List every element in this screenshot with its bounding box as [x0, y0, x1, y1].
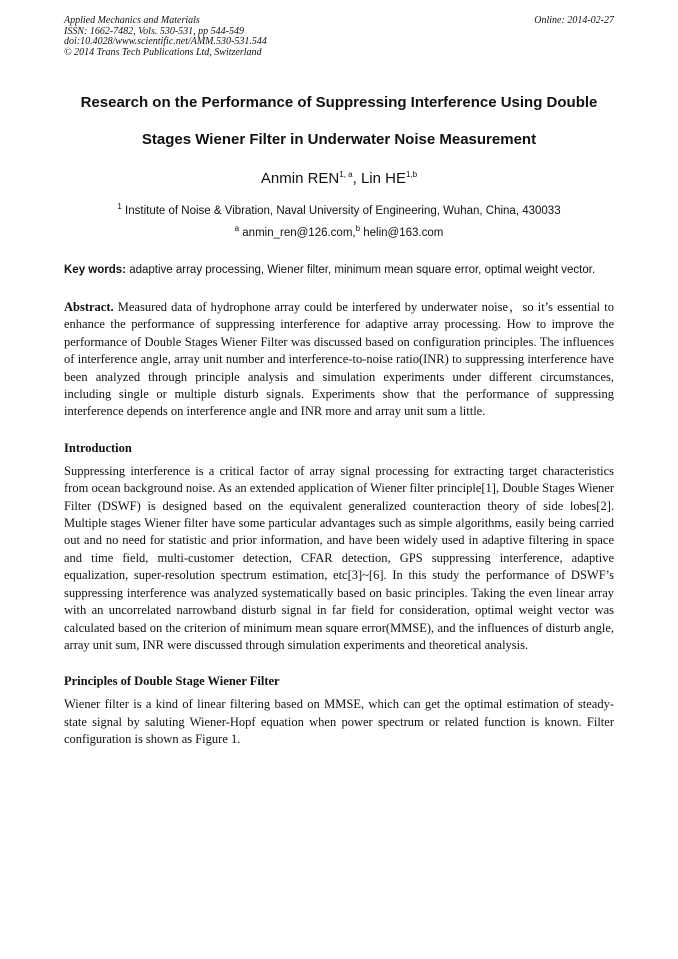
keywords-label: Key words: [64, 264, 126, 276]
author-2-affiliation-marker: 1,b [405, 170, 418, 179]
introduction-heading: Introduction [64, 440, 132, 455]
author-separator: , [352, 170, 361, 187]
title-line-1: Research on the Performance of Suppressing Interference Using Double [80, 94, 598, 111]
principles-heading: Principles of Double Stage Wiener Filter [64, 674, 280, 689]
doi-line[interactable]: doi:10.4028/www.scientific.net/AMM.530-531.544 [64, 36, 267, 47]
author-2: Lin HE [360, 170, 406, 187]
abstract-label: Abstract. [64, 300, 114, 314]
email-b[interactable]: helin@163.com [360, 227, 444, 239]
affiliation-text: Institute of Noise & Vibration, Naval University of Engineering, Wuhan, China, 430033 [121, 205, 561, 217]
abstract-text: Measured data of hydrophone array could be interfered by underwater noise，so it’s essential to enhance the performance of suppressing interference for adaptive array processing. How to improve the performance of Double Stages Wiener Filter was discussed based on configuration principles. The influences of interference angle, array unit number and interference-to-noise ratio(INR) to suppressing interference have been analyzed through principle analysis and simulation experiments under different circumstances, including single or multiple disturb signals. Experiments show that the performance of suppressing interference depends on interference angle and INR more and array unit sum a little. [64, 300, 614, 419]
copyright-line: © 2014 Trans Tech Publications Ltd, Switzerland [64, 46, 262, 58]
email-marker-b: b [355, 224, 361, 234]
email-marker-a: a [234, 224, 240, 234]
author-emails [64, 224, 614, 239]
email-a[interactable]: anmin_ren@126.com, [239, 227, 356, 239]
author-1-affiliation-marker: 1, a [339, 170, 353, 179]
author-list [64, 170, 614, 187]
title-line-2: Stages Wiener Filter in Underwater Noise Measurement [141, 131, 537, 148]
introduction-paragraph: Suppressing interference is a critical factor of array signal processing for extracting target characteristics from ocean background noise. As an extended application of Wiener filter principle[1], Double Stages Wiener Filter (DSWF) is designed based on the equivalent generalized counteraction theory of side lobes[2]. Multiple stages Wiener filter have some particular advantages such as simple algorithms, easily being carried out and no need for statistic and prior information, and have been widely used in adaptive filtering in space and time field, multi-customer detection, CFAR detection, GPS suppressing interference, adaptive equalization, super-resolution spectrum estimation, etc[3]~[6]. In this study the performance of DSWF’s suppressing interference was analyzed systematically based on basic principles. Taking the even linear array with an uncorrelated narrowband disturb signal in far field for consideration, optimal weight vector was calculated based on the criterion of minimum mean square error(MMSE), and the influences of disturb angle, array unit sum, INR were discussed through simulation experiments and theoretical analysis. [64, 463, 614, 652]
author-1: Anmin REN [260, 170, 340, 187]
principles-paragraph: Wiener filter is a kind of linear filtering based on MMSE, which can get the optimal estimation of steady-state signal by saluting Wiener-Hopf equation when power spectrum or related function is known. Filter configuration is shown as Figure 1. [64, 697, 614, 747]
keywords-text: adaptive array processing, Wiener filter, minimum mean square error, optimal weight vector. [126, 264, 596, 276]
online-date: Online: 2014-02-27 [534, 15, 614, 26]
paper-title [64, 84, 614, 158]
keywords [64, 261, 614, 279]
affiliation-marker: 1 [117, 202, 122, 212]
affiliation [64, 202, 614, 217]
journal-header [64, 16, 614, 58]
issn-line: ISSN: 1662-7482, Vols. 530-531, pp 544-549 [64, 25, 244, 37]
abstract [64, 299, 614, 421]
journal-name: Applied Mechanics and Materials [64, 15, 200, 26]
